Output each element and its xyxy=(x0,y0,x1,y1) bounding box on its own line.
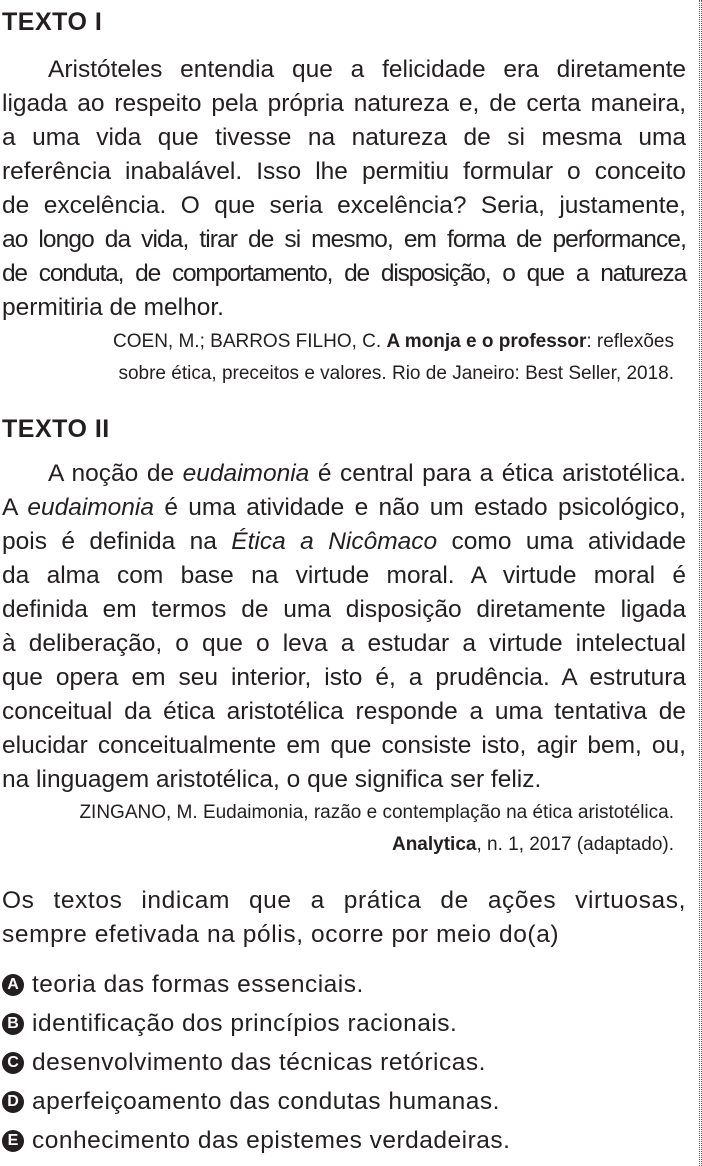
option-c[interactable] xyxy=(2,1043,686,1082)
source-subtitle: : reflexões xyxy=(586,331,674,352)
texto-1-line: de excelência. O que seria excelência? Seria, justamente, xyxy=(2,192,686,219)
texto-1-source xyxy=(113,326,674,390)
question-stem xyxy=(2,884,686,952)
option-text: conhecimento das epistemes verdadeiras. xyxy=(32,1126,511,1154)
texto-2-line: na linguagem aristotélica, o que significa ser feliz. xyxy=(2,766,542,793)
answer-options xyxy=(2,965,686,1160)
texto-1-source-line-2: sobre ética, preceitos e valores. Rio de Janeiro: Best Seller, 2018. xyxy=(118,363,674,384)
texto-2-heading: TEXTO II xyxy=(2,415,110,443)
texto-2-source-line-1: ZINGANO, M. Eudaimonia, razão e contemplação na ética aristotélica. xyxy=(79,802,674,823)
text-run: pois é definida na xyxy=(2,528,232,555)
texto-2-line: que opera em seu interior, isto é, a prudência. A estrutura xyxy=(2,664,686,691)
texto-2-line: da alma com base na virtude moral. A virtude moral é xyxy=(2,562,686,589)
option-b[interactable] xyxy=(2,1004,686,1043)
option-a[interactable] xyxy=(2,965,686,1004)
texto-1-source-line-1 xyxy=(113,326,674,358)
texto-1-line: referência inabalável. Isso lhe permitiu formular o conceito xyxy=(2,158,686,185)
texto-1-line: a uma vida que tivesse na natureza de si mesma uma xyxy=(2,124,686,151)
texto-2-line xyxy=(2,491,686,525)
text-run: como uma atividade xyxy=(437,528,686,555)
texto-2-line: à deliberação, o que o leva a estudar a virtude intelectual xyxy=(2,630,686,657)
texto-2-line: elucidar conceitualmente em que consiste isto, agir bem, ou, xyxy=(2,732,686,759)
texto-2-source xyxy=(79,797,674,861)
texto-1-body xyxy=(2,53,686,325)
texto-1-line: permitiria de melhor. xyxy=(2,294,224,321)
italic-term: eudaimonia xyxy=(182,460,310,487)
text-run: A noção de xyxy=(48,460,183,487)
texto-2-line xyxy=(2,525,686,559)
texto-1-line: de conduta, de comportamento, de disposição, o que a natureza xyxy=(2,260,686,287)
texto-1-heading: TEXTO I xyxy=(2,8,103,36)
option-letter-badge: B xyxy=(2,1013,24,1035)
option-e[interactable] xyxy=(2,1121,686,1160)
option-text: teoria das formas essenciais. xyxy=(32,970,364,998)
texto-1-line: ligada ao respeito pela própria natureza e, de certa maneira, xyxy=(2,90,686,117)
text-run: A xyxy=(2,494,28,521)
source-book-title: A monja e o professor xyxy=(386,331,587,352)
source-journal: Analytica xyxy=(391,834,477,855)
italic-term: eudaimonia xyxy=(27,494,154,521)
text-run: é uma atividade e não um estado psicológico, xyxy=(154,494,686,521)
text-run: é central para a ética aristotélica. xyxy=(309,460,686,487)
option-letter-badge: A xyxy=(2,974,24,996)
option-text: identificação dos princípios racionais. xyxy=(32,1009,458,1037)
texto-1-line: Aristóteles entendia que a felicidade era diretamente xyxy=(48,56,686,83)
texto-2-source-line-2 xyxy=(79,829,674,861)
texto-2-body xyxy=(2,457,686,797)
option-d[interactable] xyxy=(2,1082,686,1121)
texto-2-line: definida em termos de uma disposição diretamente ligada xyxy=(2,596,686,623)
option-letter-badge: D xyxy=(2,1091,24,1113)
texto-1-line: ao longo da vida, tirar de si mesmo, em forma de performance, xyxy=(2,226,686,253)
option-letter-badge: C xyxy=(2,1052,24,1074)
option-text: aperfeiçoamento das condutas humanas. xyxy=(32,1087,500,1115)
question-line: sempre efetivada na pólis, ocorre por meio do(a) xyxy=(2,921,560,948)
option-text: desenvolvimento das técnicas retóricas. xyxy=(32,1048,486,1076)
question-line: Os textos indicam que a prática de ações virtuosas, xyxy=(2,887,686,914)
source-details: , n. 1, 2017 (adaptado). xyxy=(476,834,674,855)
source-authors: COEN, M.; BARROS FILHO, C. xyxy=(113,331,387,352)
texto-2-line xyxy=(2,457,686,491)
italic-work-title: Ética a Nicômaco xyxy=(231,528,438,555)
option-letter-badge: E xyxy=(2,1130,24,1152)
texto-2-line: conceitual da ética aristotélica responde a uma tentativa de xyxy=(2,698,686,725)
